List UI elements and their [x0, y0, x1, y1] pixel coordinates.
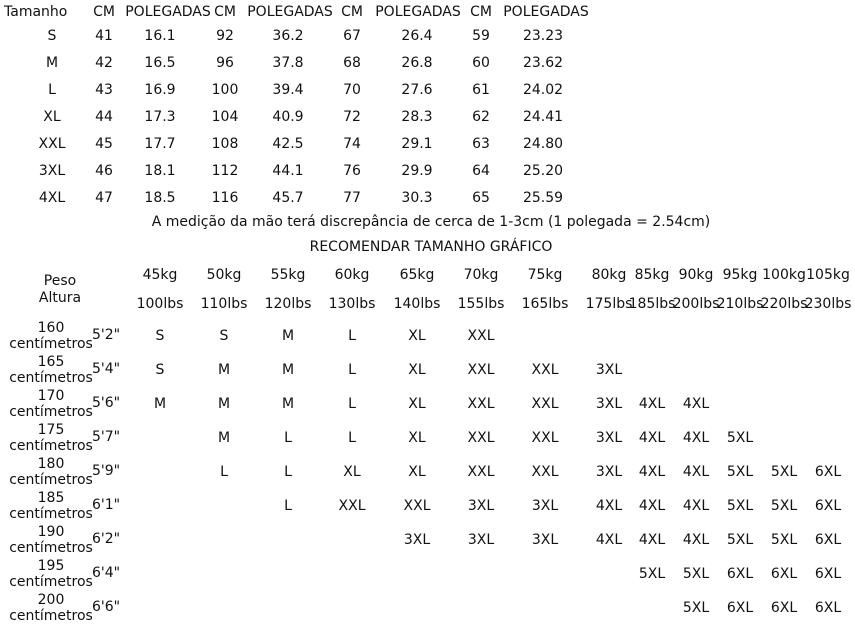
size-recommendation: XXL [403, 498, 431, 514]
size-recommendation: 5XL [638, 566, 666, 582]
weight-kg-header: 65kg [399, 267, 435, 283]
measurement-cell: 40.9 [272, 109, 304, 125]
measurement-cell: 36.2 [272, 28, 304, 44]
size-recommendation: M [153, 396, 167, 412]
size-recommendation: S [155, 362, 165, 378]
corner-altura: Altura [38, 290, 82, 306]
measurement-cell: 92 [216, 28, 234, 44]
size-recommendation: 3XL [467, 498, 495, 514]
recommend-title: RECOMENDAR TAMANHO GRÁFICO [309, 239, 553, 255]
weight-kg-header: 50kg [206, 267, 242, 283]
height-unit: centímetros [9, 540, 93, 556]
size-recommendation: XL [408, 430, 426, 446]
size-recommendation: M [217, 396, 231, 412]
size-recommendation: M [281, 396, 295, 412]
measurement-cell: 100 [211, 82, 239, 98]
weight-kg-header: 60kg [334, 267, 370, 283]
size-recommendation: 3XL [595, 396, 623, 412]
size-recommendation: 4XL [682, 430, 710, 446]
size-recommendation: L [220, 464, 228, 480]
measurement-cell: 26.4 [401, 28, 433, 44]
size-label: XXL [38, 136, 66, 152]
size-recommendation: 6XL [726, 600, 754, 616]
size-recommendation: 5XL [682, 566, 710, 582]
height-cm: 160 [37, 320, 65, 336]
weight-lbs-header: 220lbs [760, 296, 808, 312]
size-recommendation: XXL [531, 396, 559, 412]
measurement-cell: 44 [95, 109, 113, 125]
measurement-cell: 104 [211, 109, 239, 125]
size-recommendation: XL [408, 396, 426, 412]
size-recommendation: S [219, 328, 229, 344]
size-recommendation: 5XL [770, 532, 798, 548]
measurement-cell: 43 [95, 82, 113, 98]
measurement-cell: 42 [95, 55, 113, 71]
weight-kg-header: 105kg [806, 267, 850, 283]
weight-lbs-header: 110lbs [200, 296, 248, 312]
measurement-cell: 61 [472, 82, 490, 98]
measurement-cell: 96 [216, 55, 234, 71]
measurement-cell: 44.1 [272, 163, 304, 179]
size-recommendation: L [348, 396, 356, 412]
measurement-cell: 76 [343, 163, 361, 179]
size-recommendation: L [284, 430, 292, 446]
weight-lbs-header: 210lbs [716, 296, 764, 312]
measurement-cell: 16.9 [144, 82, 176, 98]
size-recommendation: 6XL [814, 566, 842, 582]
size-recommendation: 5XL [770, 498, 798, 514]
size-label: 3XL [38, 163, 66, 179]
measurement-cell: 37.8 [272, 55, 304, 71]
measurement-cell: 23.62 [522, 55, 564, 71]
size-label: L [48, 82, 56, 98]
size-recommendation: XXL [467, 396, 495, 412]
measurement-cell: 62 [472, 109, 490, 125]
weight-lbs-header: 175lbs [585, 296, 633, 312]
size-recommendation: 4XL [595, 532, 623, 548]
size-recommendation: 5XL [770, 464, 798, 480]
weight-kg-header: 85kg [634, 267, 670, 283]
height-unit: centímetros [9, 336, 93, 352]
measurement-cell: 42.5 [272, 136, 304, 152]
weight-lbs-header: 100lbs [136, 296, 184, 312]
size-table-header: CM [470, 4, 492, 20]
size-recommendation: XXL [338, 498, 366, 514]
measurement-cell: 67 [343, 28, 361, 44]
measurement-cell: 24.41 [522, 109, 564, 125]
size-recommendation: XL [343, 464, 361, 480]
weight-kg-header: 90kg [678, 267, 714, 283]
height-feet: 6'6" [92, 599, 121, 615]
height-feet: 5'6" [92, 395, 121, 411]
measurement-cell: 29.1 [401, 136, 433, 152]
size-table-header: POLEGADAS [375, 4, 461, 20]
size-recommendation: 4XL [638, 396, 666, 412]
size-table-header: CM [341, 4, 363, 20]
measurement-cell: 77 [343, 190, 361, 206]
height-unit: centímetros [9, 370, 93, 386]
size-recommendation: S [155, 328, 165, 344]
size-recommendation: 3XL [403, 532, 431, 548]
size-recommendation: XL [408, 328, 426, 344]
size-recommendation: 5XL [726, 430, 754, 446]
height-cm: 200 [37, 592, 65, 608]
measurement-cell: 60 [472, 55, 490, 71]
size-recommendation: XXL [531, 430, 559, 446]
size-recommendation: M [281, 362, 295, 378]
measurement-cell: 29.9 [401, 163, 433, 179]
measurement-cell: 39.4 [272, 82, 304, 98]
size-recommendation: 6XL [814, 600, 842, 616]
size-recommendation: XXL [467, 362, 495, 378]
measurement-cell: 17.7 [144, 136, 176, 152]
corner-peso: Peso [43, 273, 77, 289]
height-feet: 5'4" [92, 361, 121, 377]
height-feet: 5'7" [92, 429, 121, 445]
size-table-header: CM [93, 4, 115, 20]
weight-kg-header: 95kg [722, 267, 758, 283]
size-recommendation: 5XL [726, 498, 754, 514]
size-recommendation: XXL [467, 430, 495, 446]
size-recommendation: 6XL [814, 532, 842, 548]
size-recommendation: 5XL [682, 600, 710, 616]
size-recommendation: 4XL [682, 532, 710, 548]
height-cm: 190 [37, 524, 65, 540]
size-recommendation: 4XL [595, 498, 623, 514]
measurement-cell: 116 [211, 190, 239, 206]
measurement-cell: 63 [472, 136, 490, 152]
measurement-cell: 65 [472, 190, 490, 206]
size-recommendation: 6XL [770, 600, 798, 616]
height-cm: 195 [37, 558, 65, 574]
size-table-header: POLEGADAS [125, 4, 211, 20]
height-unit: centímetros [9, 404, 93, 420]
size-recommendation: 3XL [531, 498, 559, 514]
size-recommendation: 4XL [638, 430, 666, 446]
size-recommendation: 6XL [814, 498, 842, 514]
size-label: S [47, 28, 57, 44]
weight-lbs-header: 200lbs [672, 296, 720, 312]
size-recommendation: XXL [467, 464, 495, 480]
weight-kg-header: 75kg [527, 267, 563, 283]
measurement-cell: 24.80 [522, 136, 564, 152]
size-recommendation: L [348, 328, 356, 344]
size-recommendation: 6XL [770, 566, 798, 582]
size-recommendation: 3XL [595, 362, 623, 378]
size-label: M [45, 55, 59, 71]
height-cm: 165 [37, 354, 65, 370]
weight-lbs-header: 140lbs [393, 296, 441, 312]
measurement-cell: 16.5 [144, 55, 176, 71]
weight-lbs-header: 230lbs [804, 296, 852, 312]
measurement-cell: 26.8 [401, 55, 433, 71]
size-recommendation: L [348, 362, 356, 378]
size-recommendation: 4XL [638, 464, 666, 480]
measurement-cell: 41 [95, 28, 113, 44]
height-unit: centímetros [9, 608, 93, 624]
height-unit: centímetros [9, 574, 93, 590]
measurement-cell: 46 [95, 163, 113, 179]
measurement-cell: 30.3 [401, 190, 433, 206]
size-table-header: Tamanho [4, 4, 68, 20]
measurement-cell: 47 [95, 190, 113, 206]
weight-kg-header: 100kg [762, 267, 806, 283]
weight-kg-header: 80kg [591, 267, 627, 283]
measurement-cell: 59 [472, 28, 490, 44]
size-recommendation: M [217, 430, 231, 446]
weight-lbs-header: 185lbs [628, 296, 676, 312]
measurement-cell: 28.3 [401, 109, 433, 125]
weight-lbs-header: 130lbs [328, 296, 376, 312]
measurement-cell: 74 [343, 136, 361, 152]
size-recommendation: 3XL [595, 430, 623, 446]
size-table-header: CM [214, 4, 236, 20]
measurement-cell: 16.1 [144, 28, 176, 44]
size-recommendation: 4XL [682, 498, 710, 514]
weight-kg-header: 70kg [463, 267, 499, 283]
size-recommendation: 3XL [595, 464, 623, 480]
measurement-cell: 25.59 [522, 190, 564, 206]
height-unit: centímetros [9, 506, 93, 522]
measurement-cell: 17.3 [144, 109, 176, 125]
size-recommendation: 6XL [814, 464, 842, 480]
size-table-header: POLEGADAS [247, 4, 333, 20]
size-recommendation: M [217, 362, 231, 378]
size-recommendation: L [348, 430, 356, 446]
size-recommendation: 4XL [682, 464, 710, 480]
measurement-note: A medição da mão terá discrepância de cerca de 1-3cm (1 polegada = 2.54cm) [151, 214, 711, 230]
measurement-cell: 24.02 [522, 82, 564, 98]
size-recommendation: 3XL [531, 532, 559, 548]
size-recommendation: 4XL [638, 532, 666, 548]
measurement-cell: 18.5 [144, 190, 176, 206]
height-feet: 6'4" [92, 565, 121, 581]
size-label: XL [43, 109, 61, 125]
weight-kg-header: 45kg [142, 267, 178, 283]
height-unit: centímetros [9, 438, 93, 454]
weight-lbs-header: 155lbs [457, 296, 505, 312]
measurement-cell: 27.6 [401, 82, 433, 98]
measurement-cell: 72 [343, 109, 361, 125]
measurement-cell: 70 [343, 82, 361, 98]
weight-lbs-header: 120lbs [264, 296, 312, 312]
height-feet: 6'1" [92, 497, 121, 513]
height-cm: 175 [37, 422, 65, 438]
size-recommendation: XXL [531, 464, 559, 480]
measurement-cell: 108 [211, 136, 239, 152]
height-cm: 180 [37, 456, 65, 472]
measurement-cell: 45.7 [272, 190, 304, 206]
size-recommendation: L [284, 498, 292, 514]
size-recommendation: XL [408, 464, 426, 480]
measurement-cell: 25.20 [522, 163, 564, 179]
measurement-cell: 64 [472, 163, 490, 179]
size-recommendation: 6XL [726, 566, 754, 582]
size-recommendation: L [284, 464, 292, 480]
height-unit: centímetros [9, 472, 93, 488]
size-recommendation: 4XL [638, 498, 666, 514]
height-cm: 170 [37, 388, 65, 404]
weight-kg-header: 55kg [270, 267, 306, 283]
size-recommendation: 4XL [682, 396, 710, 412]
height-feet: 5'9" [92, 463, 121, 479]
height-feet: 5'2" [92, 327, 121, 343]
size-recommendation: 5XL [726, 464, 754, 480]
size-recommendation: XXL [467, 328, 495, 344]
measurement-cell: 23.23 [522, 28, 564, 44]
size-recommendation: XL [408, 362, 426, 378]
height-feet: 6'2" [92, 531, 121, 547]
measurement-cell: 45 [95, 136, 113, 152]
size-table-header: POLEGADAS [503, 4, 589, 20]
size-recommendation: 5XL [726, 532, 754, 548]
size-recommendation: M [281, 328, 295, 344]
weight-lbs-header: 165lbs [521, 296, 569, 312]
size-label: 4XL [38, 190, 66, 206]
measurement-cell: 18.1 [144, 163, 176, 179]
size-recommendation: XXL [531, 362, 559, 378]
measurement-cell: 68 [343, 55, 361, 71]
height-cm: 185 [37, 490, 65, 506]
measurement-cell: 112 [211, 163, 239, 179]
size-recommendation: 3XL [467, 532, 495, 548]
